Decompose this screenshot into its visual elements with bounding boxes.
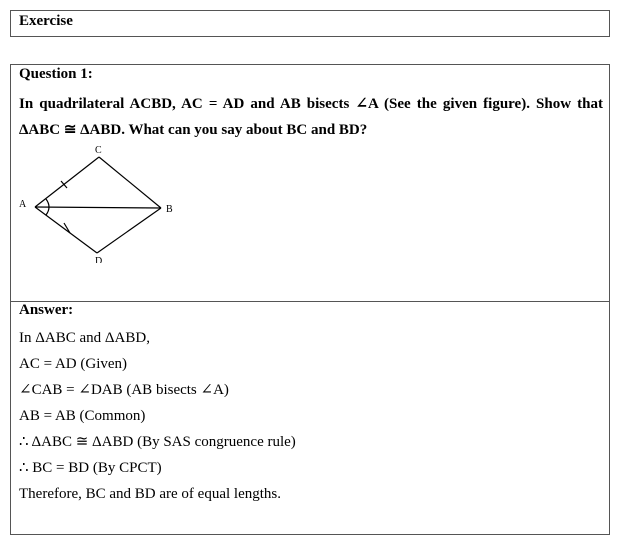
vertex-label-d: D [95, 256, 103, 263]
segment-ab [35, 207, 161, 208]
answer-section [10, 301, 610, 535]
tick-mark-ad [64, 223, 70, 233]
segment-ac [35, 157, 99, 207]
question-label: Question 1: [19, 66, 93, 82]
answer-line: ∴ ΔABC ≅ ΔABD (By SAS congruence rule) [19, 434, 296, 450]
answer-line: AC = AD (Given) [19, 356, 128, 372]
answer-line: ∠CAB = ∠DAB (AB bisects ∠A) [19, 382, 229, 398]
vertex-label-b: B [166, 204, 173, 215]
answer-body [19, 325, 296, 507]
segment-ad [35, 207, 97, 253]
segment-cb [99, 157, 161, 208]
answer-line: In ΔABC and ΔABD, [19, 330, 150, 346]
answer-label: Answer: [19, 302, 74, 318]
question-section [10, 64, 610, 302]
vertex-label-a: A [19, 199, 27, 210]
answer-line: ∴ BC = BD (By CPCT) [19, 460, 162, 476]
answer-line: AB = AB (Common) [19, 408, 146, 424]
vertex-label-c: C [95, 145, 102, 156]
question-text: In quadrilateral ACBD, AC = AD and AB bisects ∠A (See the given figure). Show that ΔABC ≅ ΔABD. What can you say about BC and BD? [19, 96, 603, 138]
quadrilateral-figure [17, 143, 187, 263]
segment-db [97, 208, 161, 253]
exercise-header [10, 10, 610, 37]
exercise-title: Exercise [19, 13, 73, 29]
answer-line: Therefore, BC and BD are of equal lengths. [19, 486, 281, 502]
